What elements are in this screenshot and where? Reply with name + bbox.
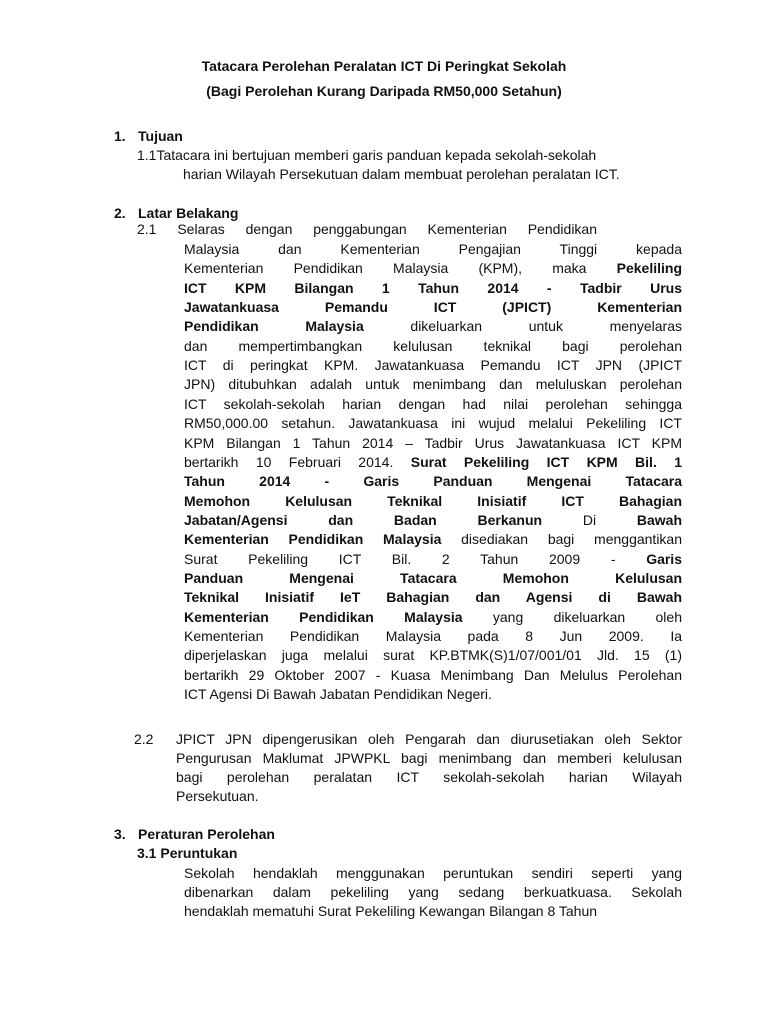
- text-run: ICT Agensi Di Bawah Jabatan Pendidikan Negeri.: [184, 686, 492, 702]
- paragraph-line: [184, 298, 682, 317]
- section-number: 2.: [114, 205, 126, 221]
- text-run: bertarikh 29 Oktober 2007 - Kuasa Menimbang Dan Melulus Perolehan: [184, 667, 682, 683]
- text-run: dikeluarkan untuk menyelaras: [363, 318, 682, 334]
- text-run: Tahun 2014 - Garis Panduan Mengenai Tatacara: [184, 473, 682, 489]
- text-run: yang dikeluarkan oleh: [462, 609, 682, 625]
- paragraph-line: [184, 434, 682, 453]
- section-title: Peraturan Perolehan: [138, 826, 275, 842]
- paragraph-line: [184, 337, 682, 356]
- document-title: Tatacara Perolehan Peralatan ICT Di Peringkat Sekolah: [201, 58, 567, 74]
- text-run: ICT KPM Bilangan 1 Tahun 2014 - Tadbir Urus: [184, 280, 682, 296]
- section-3-heading: [114, 825, 275, 844]
- text-run: bertarikh 10 Februari 2014.: [184, 454, 411, 470]
- paragraph-line: [184, 608, 682, 627]
- text-run: dan mempertimbangkan kelulusan teknikal bagi perolehan: [184, 338, 682, 354]
- text-run: JPN) ditubuhkan adalah untuk menimbang dan meluluskan perolehan: [184, 376, 682, 392]
- paragraph-line: [184, 666, 682, 685]
- section-title: Latar Belakang: [138, 205, 239, 221]
- paragraph-line: [184, 511, 682, 530]
- paragraph-line: [184, 414, 682, 433]
- paragraph-line: [184, 259, 682, 278]
- section-1-heading: [114, 127, 183, 146]
- section-number: 1.: [114, 128, 126, 144]
- text-run: Surat Pekeliling ICT Bil. 2 Tahun 2009 -: [184, 551, 647, 567]
- section-title: Tujuan: [138, 128, 183, 144]
- paragraph-line: JPICT JPN dipengerusikan oleh Pengarah dan diurusetiakan oleh Sektor: [176, 731, 682, 747]
- paragraph-line: hendaklah mematuhi Surat Pekeliling Kewangan Bilangan 8 Tahun: [184, 903, 598, 919]
- text-run: Malaysia dan Kementerian Pengajian Tinggi kepada: [184, 241, 682, 257]
- text-run: Jawatankuasa Pemandu ICT (JPICT) Kementerian: [184, 299, 682, 315]
- text-run: Teknikal Inisiatif IeT Bahagian dan Agensi di Bawah: [184, 589, 682, 605]
- text-run: Panduan Mengenai Tatacara Memohon Kelulusan: [184, 570, 682, 586]
- text-run: Kementerian Pendidikan Malaysia (KPM), maka: [184, 260, 617, 276]
- document-subtitle: (Bagi Perolehan Kurang Daripada RM50,000 Setahun): [206, 83, 562, 99]
- text-run: disediakan bagi menggantikan: [441, 531, 682, 547]
- paragraph-line: [184, 453, 682, 472]
- paragraph-line: [184, 356, 682, 375]
- paragraph-line: [184, 375, 682, 394]
- text-run: Bawah: [636, 512, 682, 528]
- paragraph-line: [184, 472, 682, 491]
- paragraph-line: [184, 317, 682, 336]
- paragraph-line: [184, 395, 682, 414]
- text-run: KPM Bilangan 1 Tahun 2014 – Tadbir Urus Jawatankuasa ICT KPM: [184, 435, 682, 451]
- paragraph-line: Sekolah hendaklah menggunakan peruntukan sendiri seperti yang: [184, 865, 682, 881]
- text-run: Kementerian Pendidikan Malaysia pada 8 Jun 2009. Ia: [184, 628, 682, 644]
- paragraph-line: [184, 588, 682, 607]
- item-number: 2.2: [134, 731, 154, 747]
- text-run: Di: [542, 512, 637, 528]
- paragraph-line: 2.1 Selaras dengan penggabungan Kementerian Pendidikan: [137, 221, 597, 237]
- paragraph-line: [184, 646, 682, 665]
- paragraph-line: [184, 240, 682, 259]
- text-run: ICT sekolah-sekolah harian dengan had nilai perolehan sehingga: [184, 396, 682, 412]
- paragraph-line: [184, 530, 682, 549]
- paragraph-line: [184, 492, 682, 511]
- paragraph-line: [184, 685, 492, 704]
- paragraph-line: [184, 569, 682, 588]
- text-run: Kementerian Pendidikan Malaysia: [184, 531, 442, 547]
- paragraph-line: [184, 550, 682, 569]
- text-run: Surat Pekeliling ICT KPM Bil. 1: [410, 454, 683, 470]
- text-run: diperjelaskan juga melalui surat KP.BTMK(S)1/07/001/01 Jld. 15 (1): [184, 647, 682, 663]
- paragraph-line: [184, 627, 682, 646]
- paragraph-line: Pengurusan Maklumat JPWPKL bagi menimbang dan memberi kelulusan: [176, 750, 682, 766]
- text-run: Pendidikan Malaysia: [184, 318, 364, 334]
- sub-heading-3-1: 3.1 Peruntukan: [137, 845, 238, 861]
- paragraph-line: 1.1Tatacara ini bertujuan memberi garis panduan kepada sekolah-sekolah: [137, 147, 597, 163]
- text-run: Jabatan/Agensi dan Badan Berkanun: [184, 512, 543, 528]
- text-run: RM50,000.00 setahun. Jawatankuasa ini wujud melalui Pekeliling ICT: [184, 415, 682, 431]
- paragraph-line: bagi perolehan peralatan ICT sekolah-sekolah harian Wilayah: [176, 769, 682, 785]
- paragraph-line: harian Wilayah Persekutuan dalam membuat perolehan peralatan ICT.: [183, 166, 620, 182]
- text-run: Garis: [646, 551, 682, 567]
- paragraph-line: [184, 279, 682, 298]
- text-run: ICT di peringkat KPM. Jawatankuasa Pemandu ICT JPN (JPICT: [184, 357, 682, 373]
- text-run: Memohon Kelulusan Teknikal Inisiatif ICT Bahagian: [184, 493, 682, 509]
- paragraph-line: Persekutuan.: [176, 788, 259, 804]
- text-run: Kementerian Pendidikan Malaysia: [184, 609, 463, 625]
- text-run: Pekeliling: [616, 260, 682, 276]
- section-number: 3.: [114, 826, 126, 842]
- paragraph-line: dibenarkan dalam pekeliling yang sedang berkuatkuasa. Sekolah: [184, 884, 682, 900]
